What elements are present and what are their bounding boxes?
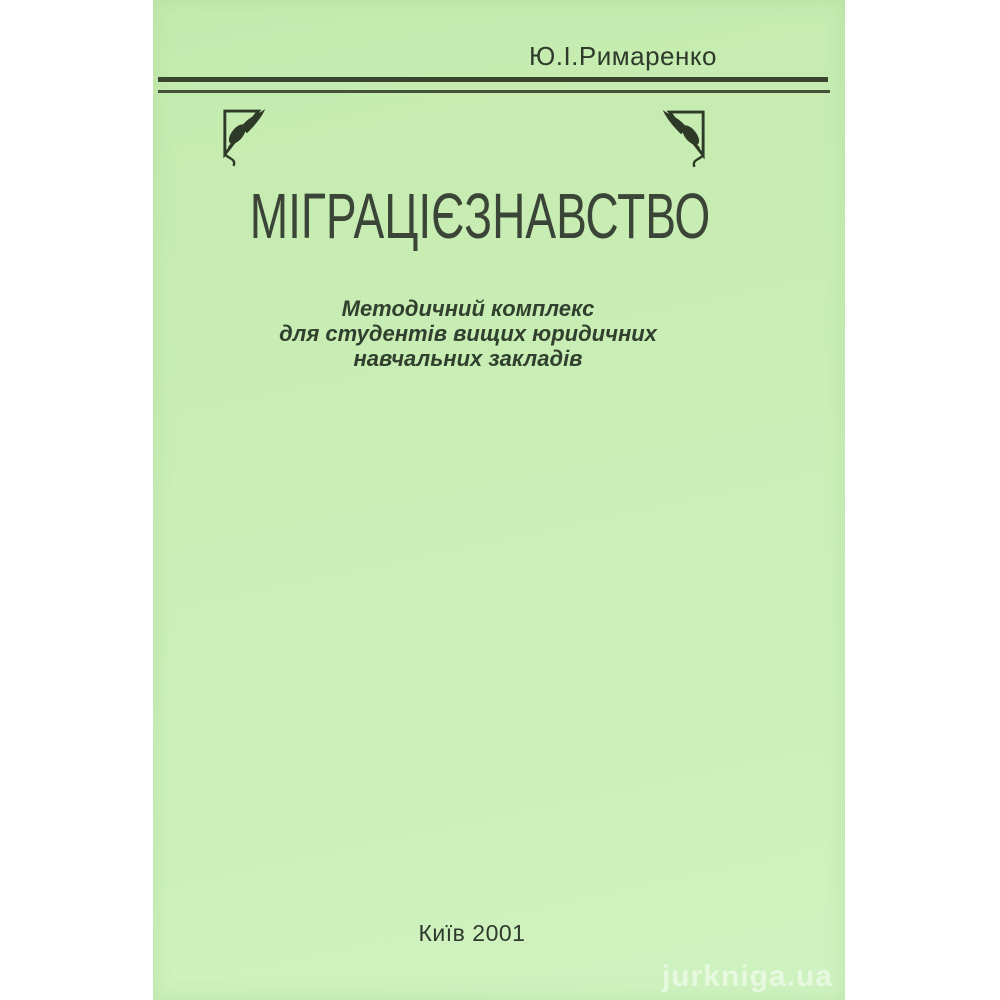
corner-fleuron-right-icon (657, 110, 707, 168)
book-cover (153, 0, 845, 1000)
imprint-city-year: Київ 2001 (418, 920, 526, 946)
book-subtitle (153, 296, 783, 371)
author-name: Ю.І.Римаренко (528, 41, 717, 71)
subtitle-line: Методичний комплекс (341, 296, 595, 321)
header-rule-thin (158, 90, 830, 93)
site-watermark: jurkniga.ua (661, 960, 833, 993)
book-title: МІГРАЦІЄЗНАВСТВО (249, 180, 711, 252)
corner-fleuron-left-icon (221, 109, 271, 167)
subtitle-line: навчальних закладів (353, 346, 583, 371)
subtitle-line: для студентів вищих юридичних (279, 321, 657, 346)
header-rule-thick (158, 77, 828, 82)
